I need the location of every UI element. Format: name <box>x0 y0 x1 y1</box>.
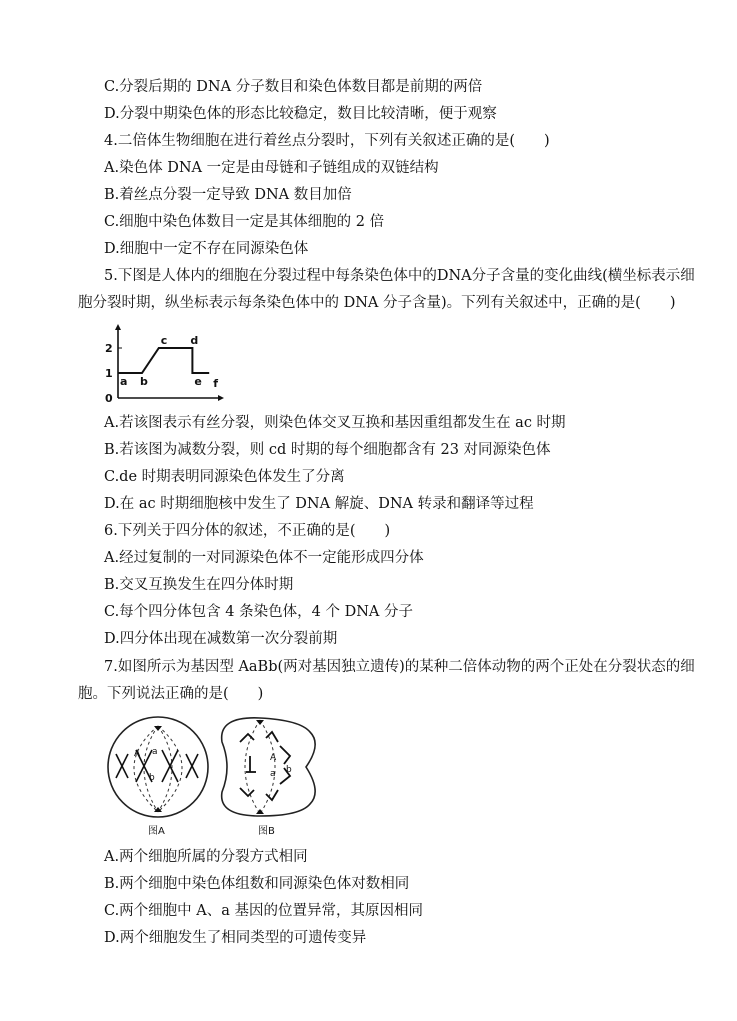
y-tick-label: 0 <box>105 392 113 404</box>
cell-b-caption: 图B <box>258 826 275 837</box>
question-4-stem: 4.二倍体生物细胞在进行着丝点分裂时，下列有关叙述正确的是( ) <box>104 133 550 149</box>
y-tick-label: 2 <box>105 342 113 355</box>
cell-a-gene-a: a <box>152 747 158 757</box>
question-4-option-b: B.着丝点分裂一定导致 DNA 数目加倍 <box>104 187 352 203</box>
cell-a-figure <box>108 717 208 837</box>
question-6-option-b: B.交叉互换发生在四分体时期 <box>104 577 294 593</box>
dna-curve-line <box>118 348 209 373</box>
question-4-option-d: D.细胞中一定不存在同源染色体 <box>104 241 309 257</box>
y-axis-arrow <box>115 324 121 330</box>
point-label-e: e <box>194 375 202 388</box>
dna-content-chart <box>100 322 230 404</box>
question-5-option-d: D.在 ac 时期细胞核中发生了 DNA 解旋、DNA 转录和翻译等过程 <box>104 496 534 512</box>
question-7-option-d: D.两个细胞发生了相同类型的可遗传变异 <box>104 930 367 946</box>
question-7-option-b: B.两个细胞中染色体组数和同源染色体对数相同 <box>104 876 410 892</box>
question-6-option-c: C.每个四分体包含 4 条染色体，4 个 DNA 分子 <box>104 604 413 620</box>
point-label-b: b <box>140 375 148 388</box>
question-7-stem-line-1: 7.如图所示为基因型 AaBb(两对基因独立遗传)的某种二倍体动物的两个正处在分裂状态的细 <box>104 659 695 675</box>
question-5-option-b: B.若该图为减数分裂，则 cd 时期的每个细胞都含有 23 对同源染色体 <box>104 442 551 458</box>
option-c-line: C.分裂后期的 DNA 分子数目和染色体数目都是前期的两倍 <box>104 79 483 95</box>
point-label-d: d <box>190 334 199 347</box>
question-7-stem-line-2: 胞。下列说法正确的是( ) <box>78 686 264 702</box>
question-7-option-a: A.两个细胞所属的分裂方式相同 <box>104 849 308 865</box>
question-6-stem: 6.下列关于四分体的叙述，不正确的是( ) <box>104 523 391 539</box>
option-d-line: D.分裂中期染色体的形态比较稳定，数目比较清晰，便于观察 <box>104 106 497 122</box>
cell-b-figure <box>222 718 315 837</box>
cell-division-figures <box>100 712 340 840</box>
question-5-stem-line-1: 5.下图是人体内的细胞在分裂过程中每条染色体中的DNA分子含量的变化曲线(横坐标表示细 <box>104 268 695 284</box>
cell-b-gene-A: A <box>270 753 277 763</box>
cell-a-caption: 图A <box>148 826 165 837</box>
cell-b-gene-b: b <box>286 765 292 775</box>
question-5-option-a: A.若该图表示有丝分裂，则染色体交叉互换和基因重组都发生在 ac 时期 <box>104 415 566 431</box>
question-4-option-a: A.染色体 DNA 一定是由母链和子链组成的双链结构 <box>104 160 439 176</box>
question-4-option-c: C.细胞中染色体数目一定是其体细胞的 2 倍 <box>104 214 385 230</box>
question-6-option-a: A.经过复制的一对同源染色体不一定能形成四分体 <box>104 550 424 566</box>
point-label-a: a <box>120 375 128 388</box>
question-5-stem-line-2: 胞分裂时期，纵坐标表示每条染色体中的 DNA 分子含量)。下列有关叙述中，正确的是( ) <box>78 295 676 311</box>
cell-a-gene-b: b <box>149 773 155 783</box>
question-7-option-c: C.两个细胞中 A、a 基因的位置异常，其原因相同 <box>104 903 424 919</box>
cell-b-gene-a: a <box>270 769 276 779</box>
question-6-option-d: D.四分体出现在减数第一次分裂前期 <box>104 631 338 647</box>
point-label-f: f <box>213 377 218 390</box>
question-5-option-c: C.de 时期表明同源染色体发生了分离 <box>104 469 345 485</box>
cell-a-gene-A: A <box>134 749 141 759</box>
y-tick-label: 1 <box>105 367 113 380</box>
x-axis-arrow <box>218 395 224 401</box>
point-label-c: c <box>160 334 168 347</box>
